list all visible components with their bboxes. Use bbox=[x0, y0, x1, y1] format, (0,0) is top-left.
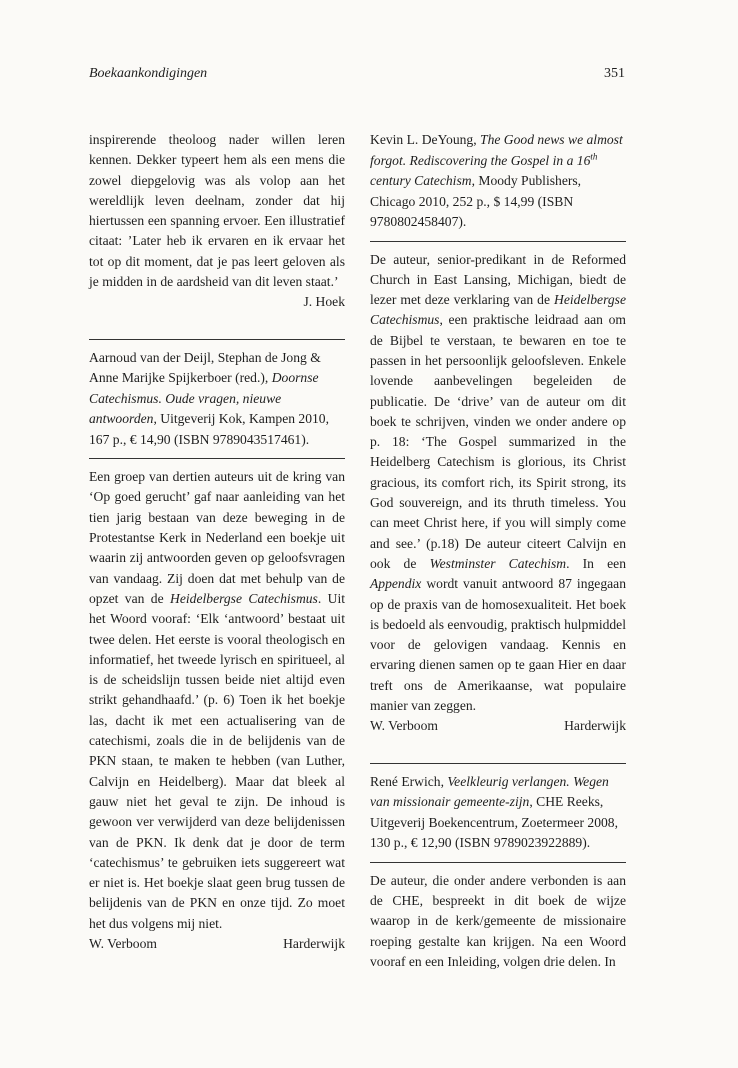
reviewer-name: W. Verboom bbox=[370, 718, 438, 734]
book-publication: , Uitgeverij Kok, Kampen 2010, 167 p., € 14,90 (ISBN 9789043517461). bbox=[89, 411, 330, 447]
book-title: Veelkleurig verlangen. Wegen van missionair gemeente-zijn bbox=[370, 773, 609, 810]
left-column bbox=[89, 130, 345, 954]
book-authors: Kevin L. DeYoung, bbox=[370, 132, 481, 147]
review-body bbox=[89, 467, 345, 934]
book-title: Doornse Catechismus. Oude vragen, nieuwe antwoorden bbox=[89, 370, 319, 427]
book-reference bbox=[89, 348, 345, 451]
review-body: De auteur, die onder andere verbonden is aan de CHE, bespreekt in dit boek de wijze waarop in de kerk/gemeente de missionaire roeping gestalte kan krijgen. Na een Woord vooraf en een Inleiding, volgen drie delen. In bbox=[370, 872, 626, 969]
reviewer-place: Harderwijk bbox=[564, 718, 626, 734]
book-authors: René Erwich, bbox=[370, 773, 448, 789]
book-reference bbox=[370, 130, 626, 233]
reviewer-signature bbox=[89, 934, 345, 954]
running-title: Boekaankondigingen bbox=[89, 66, 208, 81]
book-publication: , Moody Publishers, Chicago 2010, 252 p., $ 14,99 (ISBN 9780802458407). bbox=[370, 173, 582, 229]
carryover-paragraph: inspirerende theoloog nader willen leren kennen. Dekker typeert hem als een mens die zowel diepgelovig was als volop aan het wereldlijk leven deelnam, zonder dat hij hiertussen een spanning ervoer. Een illustratief citaat: ’Later heb ik ervaren en ik ervaar het tot op dit moment, dat je pas leert geloven als je midden in de aardsheid van dit leven staat.’ bbox=[89, 132, 345, 290]
review-text: Een groep van dertien auteurs uit de kring van ‘Op goed gerucht’ gaf naar aanleiding van het tien jarig bestaan van deze beweging in de Protestantse Kerk in Nederland een boekje uit waarin zij antwoorden geven op geloofsvragen van vandaag. Zij doen dat met behulp van de opzet van de bbox=[89, 469, 345, 606]
book-publication: , CHE Reeks, Uitgeverij Boekencentrum, Zoetermeer 2008, 130 p., € 12,90 (ISBN 9789023922889). bbox=[370, 794, 618, 851]
right-column bbox=[370, 130, 626, 972]
reviewer-place: Harderwijk bbox=[283, 936, 345, 951]
reviewer-name: W. Verboom bbox=[89, 936, 157, 951]
book-reference bbox=[370, 772, 626, 854]
book-title: The Good news we almost forgot. Rediscovering the Gospel in a 16th century Catechism bbox=[370, 132, 623, 188]
review-book-title: Heidelbergse Catechismus bbox=[170, 590, 318, 606]
reviewer-signature: J. Hoek bbox=[303, 294, 345, 310]
reviewer-signature bbox=[370, 716, 626, 736]
review-text: . Uit het Woord vooraf: ‘Elk ‘antwoord’ bestaat uit twee delen. Het eerste is vooral theologisch en informatief, het tweede lyrisch en spiritueel, al is de scheidslijn tussen beide niet altijd even strikt gehandhaafd.’ (p. 6) Toen ik het boekje las, dacht ik met een actualisering van de catechismi, zoals die in de belijdenis van de PKN staan, te maken te hebben (van Luther, Calvijn en Heidelberg). Maar dat bleek al gauw niet het geval te zijn. De inhoud is gewoon ver verwijderd van deze belijdenissen van de PKN. Ik denk dat je door de term ‘catechismus’ te gebruiken iets suggereert wat er niet is. Het boekje slaat geen brug tussen de belijdenis van de PKN en onze tijd. Zo moet het dus volgens mij niet. bbox=[89, 590, 346, 931]
review-body: De auteur, senior-predikant in de Reformed Church in East Lansing, Michigan, biedt de lezer met deze verklaring van de Heidelbergse Catechismus, een praktische leidraad aan om de Bijbel te verstaan, te bewaren en toe te passen in het persoonlijk geloofsleven. Enkele lovende aanbevelingen begeleiden de publicatie. De ‘drive’ van de auteur om dit boek te schrijven, vinden we onder andere op p. 18: ‘The Gospel summarized in the Heidelberg Catechism is glorious, its Christ gracious, its comfort rich, its Spirit strong, its God souvereign, and its thruth timeless. You can meet Christ here, if you will simply come and see.’ (p.18) De auteur citeert Calvijn en ook de Westminster Catechism. In een Appendix wordt vanuit antwoord 87 ingegaan op de praxis van de homosexualiteit. Het boek is bedoeld als eenvoudig, praktisch hulpmiddel voor de gelovigen vandaag. Kennis en ervaring dienen samen op te gaan Hier en daar treft ons de Amerikaanse, wat populaire manier van zeggen. bbox=[370, 251, 626, 714]
book-authors: Aarnoud van der Deijl, Stephan de Jong & Anne Marijke Spijkerboer (red.), bbox=[89, 349, 321, 386]
page-number: 351 bbox=[604, 66, 625, 81]
